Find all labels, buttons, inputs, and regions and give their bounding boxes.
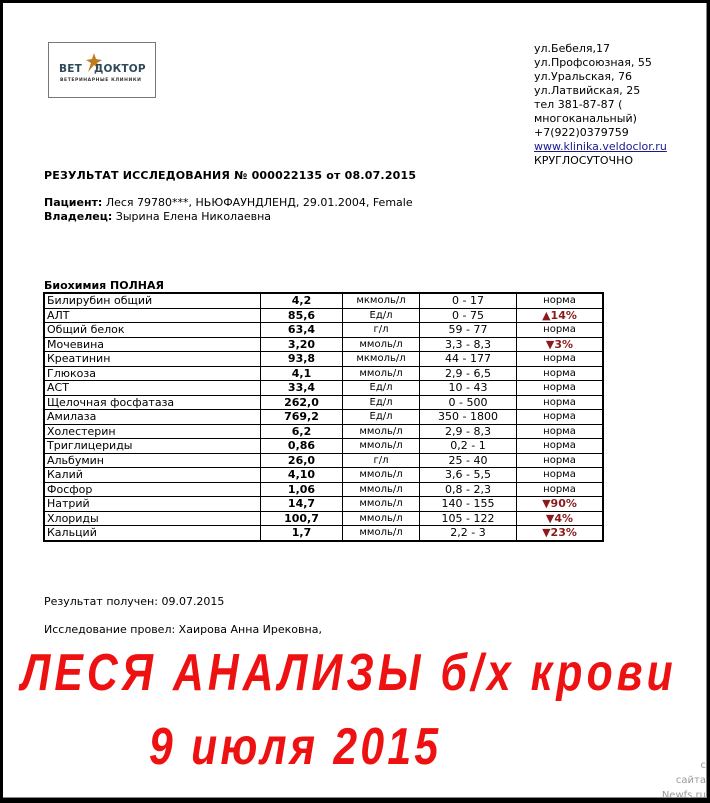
test-status: ▼3%	[517, 337, 604, 352]
test-unit: Ед/л	[343, 395, 420, 410]
reference-range: 59 - 77	[420, 323, 517, 338]
test-value: 4,2	[261, 293, 343, 308]
reference-range: 0 - 75	[420, 308, 517, 323]
test-status: норма	[517, 468, 604, 483]
test-status: норма	[517, 293, 604, 308]
test-name: Натрий	[44, 497, 261, 512]
logo-subtitle: ВЕТЕРИНАРНЫЕ КЛИНИКИ	[60, 78, 142, 83]
test-unit: г/л	[343, 323, 420, 338]
table-row	[44, 453, 603, 468]
test-value: 14,7	[261, 497, 343, 512]
report-title: РЕЗУЛЬТАТ ИССЛЕДОВАНИЯ № 000022135 от 08.07.2015	[44, 169, 417, 182]
test-value: 1,7	[261, 526, 343, 541]
test-value: 0,86	[261, 439, 343, 454]
test-unit: ммоль/л	[343, 468, 420, 483]
test-unit: мкмоль/л	[343, 352, 420, 367]
test-status: норма	[517, 352, 604, 367]
test-unit: г/л	[343, 453, 420, 468]
test-name: Глюкоза	[44, 366, 261, 381]
test-value: 4,1	[261, 366, 343, 381]
clinic-logo	[48, 42, 156, 98]
reference-range: 3,6 - 5,5	[420, 468, 517, 483]
test-unit: мкмоль/л	[343, 293, 420, 308]
overlay-caption-title: ЛЕСЯ АНАЛИЗЫ б/х крови	[21, 644, 677, 702]
test-value: 262,0	[261, 395, 343, 410]
reference-range: 140 - 155	[420, 497, 517, 512]
test-status: норма	[517, 482, 604, 497]
test-status: норма	[517, 366, 604, 381]
reference-range: 105 - 122	[420, 511, 517, 526]
table-row	[44, 395, 603, 410]
table-row	[44, 352, 603, 367]
reference-range: 0,8 - 2,3	[420, 482, 517, 497]
patient-label: Пациент:	[44, 196, 103, 209]
table-row	[44, 293, 603, 308]
table-row	[44, 526, 603, 541]
table-row	[44, 410, 603, 425]
logo-brand-right: ДОКТОР	[93, 63, 146, 75]
test-name: Общий белок	[44, 323, 261, 338]
logo-brand	[59, 63, 146, 75]
test-name: Щелочная фосфатаза	[44, 395, 261, 410]
test-name: АЛТ	[44, 308, 261, 323]
patient-info	[44, 196, 413, 209]
test-unit: ммоль/л	[343, 526, 420, 541]
watermark	[646, 758, 706, 803]
hours-label: КРУГЛОСУТОЧНО	[534, 154, 634, 167]
test-name: Амилаза	[44, 410, 261, 425]
test-value: 1,06	[261, 482, 343, 497]
test-value: 6,2	[261, 424, 343, 439]
reference-range: 25 - 40	[420, 453, 517, 468]
test-value: 63,4	[261, 323, 343, 338]
table-row	[44, 366, 603, 381]
test-status: норма	[517, 453, 604, 468]
test-status: ▼90%	[517, 497, 604, 512]
biochemistry-table	[43, 292, 604, 542]
table-row	[44, 323, 603, 338]
test-status: норма	[517, 381, 604, 396]
test-value: 93,8	[261, 352, 343, 367]
table-row	[44, 337, 603, 352]
test-status: ▼23%	[517, 526, 604, 541]
table-row	[44, 308, 603, 323]
test-value: 100,7	[261, 511, 343, 526]
test-value: 85,6	[261, 308, 343, 323]
owner-label: Владелец:	[44, 210, 113, 223]
table-row	[44, 424, 603, 439]
test-status: ▲14%	[517, 308, 604, 323]
document-page	[3, 3, 707, 801]
test-status: норма	[517, 439, 604, 454]
test-status: норма	[517, 323, 604, 338]
performed-by: Исследование провел: Хаирова Анна Ирековна,	[44, 623, 322, 636]
test-status: ▼4%	[517, 511, 604, 526]
watermark-line: с	[700, 760, 706, 771]
address-line: ул.Уральская, 76	[534, 70, 633, 83]
reference-range: 44 - 177	[420, 352, 517, 367]
test-unit: Ед/л	[343, 381, 420, 396]
test-value: 3,20	[261, 337, 343, 352]
test-unit: Ед/л	[343, 308, 420, 323]
test-status: норма	[517, 424, 604, 439]
test-name: Билирубин общий	[44, 293, 261, 308]
patient-value: Леся 79780***, НЬЮФАУНДЛЕНД, 29.01.2004, Female	[105, 196, 413, 209]
reference-range: 350 - 1800	[420, 410, 517, 425]
reference-range: 2,9 - 6,5	[420, 366, 517, 381]
test-unit: ммоль/л	[343, 366, 420, 381]
reference-range: 0 - 500	[420, 395, 517, 410]
table-row	[44, 381, 603, 396]
address-line: ул.Бебеля,17	[534, 42, 611, 55]
result-received: Результат получен: 09.07.2015	[44, 595, 225, 608]
table-row	[44, 482, 603, 497]
test-unit: ммоль/л	[343, 482, 420, 497]
test-unit: ммоль/л	[343, 511, 420, 526]
test-status: норма	[517, 410, 604, 425]
test-name: Фосфор	[44, 482, 261, 497]
test-name: Калий	[44, 468, 261, 483]
test-unit: Ед/л	[343, 410, 420, 425]
test-value: 4,10	[261, 468, 343, 483]
test-unit: ммоль/л	[343, 497, 420, 512]
mobile-phone: +7(922)0379759	[534, 126, 629, 139]
reference-range: 0,2 - 1	[420, 439, 517, 454]
test-name: Триглицериды	[44, 439, 261, 454]
table-row	[44, 497, 603, 512]
test-name: АСТ	[44, 381, 261, 396]
test-name: Холестерин	[44, 424, 261, 439]
website-link[interactable]: www.klinika.veldoclor.ru	[534, 140, 667, 153]
test-unit: ммоль/л	[343, 337, 420, 352]
reference-range: 2,9 - 8,3	[420, 424, 517, 439]
test-value: 26,0	[261, 453, 343, 468]
test-value: 769,2	[261, 410, 343, 425]
reference-range: 0 - 17	[420, 293, 517, 308]
address-line: ул.Профсоюзная, 55	[534, 56, 652, 69]
phone-line: тел 381-87-87 (	[534, 98, 623, 111]
test-unit: ммоль/л	[343, 439, 420, 454]
table-row	[44, 468, 603, 483]
test-unit: ммоль/л	[343, 424, 420, 439]
test-value: 33,4	[261, 381, 343, 396]
test-name: Альбумин	[44, 453, 261, 468]
table-row	[44, 439, 603, 454]
test-status: норма	[517, 395, 604, 410]
logo-brand-left: ВЕТ	[59, 63, 82, 75]
owner-value: Зырина Елена Николаевна	[115, 210, 272, 223]
address-line: ул.Латвийская, 25	[534, 84, 641, 97]
watermark-line: сайта	[675, 775, 706, 786]
clinic-address-block	[534, 42, 704, 168]
reference-range: 2,2 - 3	[420, 526, 517, 541]
table-row	[44, 511, 603, 526]
overlay-caption-date: 9 июля 2015	[149, 718, 442, 776]
section-title: Биохимия ПОЛНАЯ	[44, 279, 164, 292]
reference-range: 10 - 43	[420, 381, 517, 396]
phone-line: многоканальный)	[534, 112, 637, 125]
watermark-line: Newfs.ru	[661, 790, 706, 801]
test-name: Кальций	[44, 526, 261, 541]
test-name: Мочевина	[44, 337, 261, 352]
owner-info	[44, 210, 271, 223]
test-name: Хлориды	[44, 511, 261, 526]
reference-range: 3,3 - 8,3	[420, 337, 517, 352]
test-name: Креатинин	[44, 352, 261, 367]
